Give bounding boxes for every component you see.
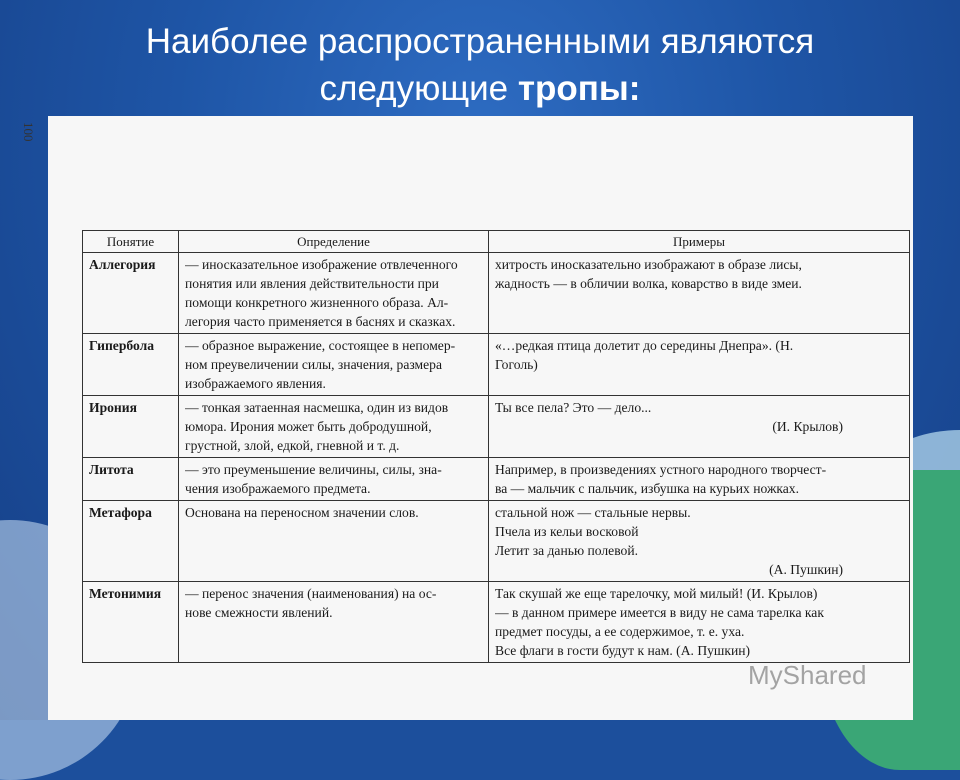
definition-cell [179, 458, 489, 501]
definition-line: — образное выражение, состоящее в непомер- [185, 338, 456, 353]
example-line: «…редкая птица долетит до середины Днепра». (Н. [495, 338, 794, 353]
table-row [83, 253, 910, 334]
table-row [83, 582, 910, 663]
definition-line: ном преувеличении силы, значения, размера [185, 357, 442, 372]
definition-line: Основана на переносном значении слов. [185, 505, 419, 520]
definition-cell [179, 501, 489, 582]
example-line: Так скушай же еще тарелочку, мой милый! (И. Крылов) [495, 586, 818, 601]
table-row [83, 458, 910, 501]
definition-cell [179, 582, 489, 663]
example-line: Летит за данью полевой. [495, 543, 638, 558]
definition-line: помощи конкретного жизненного образа. Ал- [185, 295, 449, 310]
examples-cell [489, 334, 910, 396]
definition-line: — перенос значения (наименования) на ос- [185, 586, 437, 601]
watermark-logo: MyShared [748, 660, 867, 690]
header-term: Понятие [83, 231, 179, 253]
example-attribution: (И. Крылов) [772, 419, 843, 434]
term-cell: Гипербола [83, 334, 179, 396]
title-line-1: Наиболее распространенными являются [145, 22, 815, 61]
definition-line: нове смежности явлений. [185, 605, 333, 620]
definition-line: легория часто применяется в баснях и сказках. [185, 314, 456, 329]
table-header-row [83, 231, 910, 253]
table-row [83, 396, 910, 458]
example-line: жадность — в обличии волка, коварство в виде змеи. [495, 276, 802, 291]
title-keyword: тропы: [517, 69, 641, 108]
definition-line: — иносказательное изображение отвлеченного [185, 257, 458, 272]
term-cell: Литота [83, 458, 179, 501]
table-row [83, 501, 910, 582]
example-line: стальной нож — стальные нервы. [495, 505, 691, 520]
example-line: — в данном примере имеется в виду не сама тарелка как [495, 605, 824, 620]
term-cell: Аллегория [83, 253, 179, 334]
definition-cell [179, 334, 489, 396]
header-examples: Примеры [489, 231, 910, 253]
examples-cell [489, 501, 910, 582]
example-line: Например, в произведениях устного народного творчест- [495, 462, 827, 477]
term-cell: Ирония [83, 396, 179, 458]
examples-cell [489, 253, 910, 334]
example-line: Ты все пела? Это — дело... [495, 400, 652, 415]
header-definition: Определение [179, 231, 489, 253]
definition-line: понятия или явления действительности при [185, 276, 439, 291]
table-row [83, 334, 910, 396]
definition-line: изображаемого явления. [185, 376, 326, 391]
example-line: хитрость иносказательно изображают в образе лисы, [495, 257, 802, 272]
definition-line: — тонкая затаенная насмешка, один из видов [185, 400, 449, 415]
definition-cell [179, 396, 489, 458]
example-line: ва — мальчик с пальчик, избушка на курьих ножках. [495, 481, 799, 496]
tropes-table [82, 230, 910, 663]
example-line: Все флаги в гости будут к нам. (А. Пушкин) [495, 643, 751, 658]
definition-cell [179, 253, 489, 334]
example-line: предмет посуды, а ее содержимое, т. е. уха. [495, 624, 745, 639]
examples-cell [489, 582, 910, 663]
definition-line: чения изображаемого предмета. [185, 481, 371, 496]
definition-line: юмора. Ирония может быть добродушной, [185, 419, 432, 434]
term-cell: Метонимия [83, 582, 179, 663]
example-line: Пчела из кельи восковой [495, 524, 639, 539]
examples-cell [489, 396, 910, 458]
title-line-2: следующие [319, 69, 518, 108]
definition-line: — это преуменьшение величины, силы, зна- [185, 462, 442, 477]
slide-title [0, 18, 960, 112]
example-attribution: (А. Пушкин) [769, 562, 843, 577]
example-line: Гоголь) [495, 357, 538, 372]
term-cell: Метафора [83, 501, 179, 582]
definition-line: грустной, злой, едкой, гневной и т. д. [185, 438, 400, 453]
page-number: 100 [21, 122, 36, 142]
examples-cell [489, 458, 910, 501]
